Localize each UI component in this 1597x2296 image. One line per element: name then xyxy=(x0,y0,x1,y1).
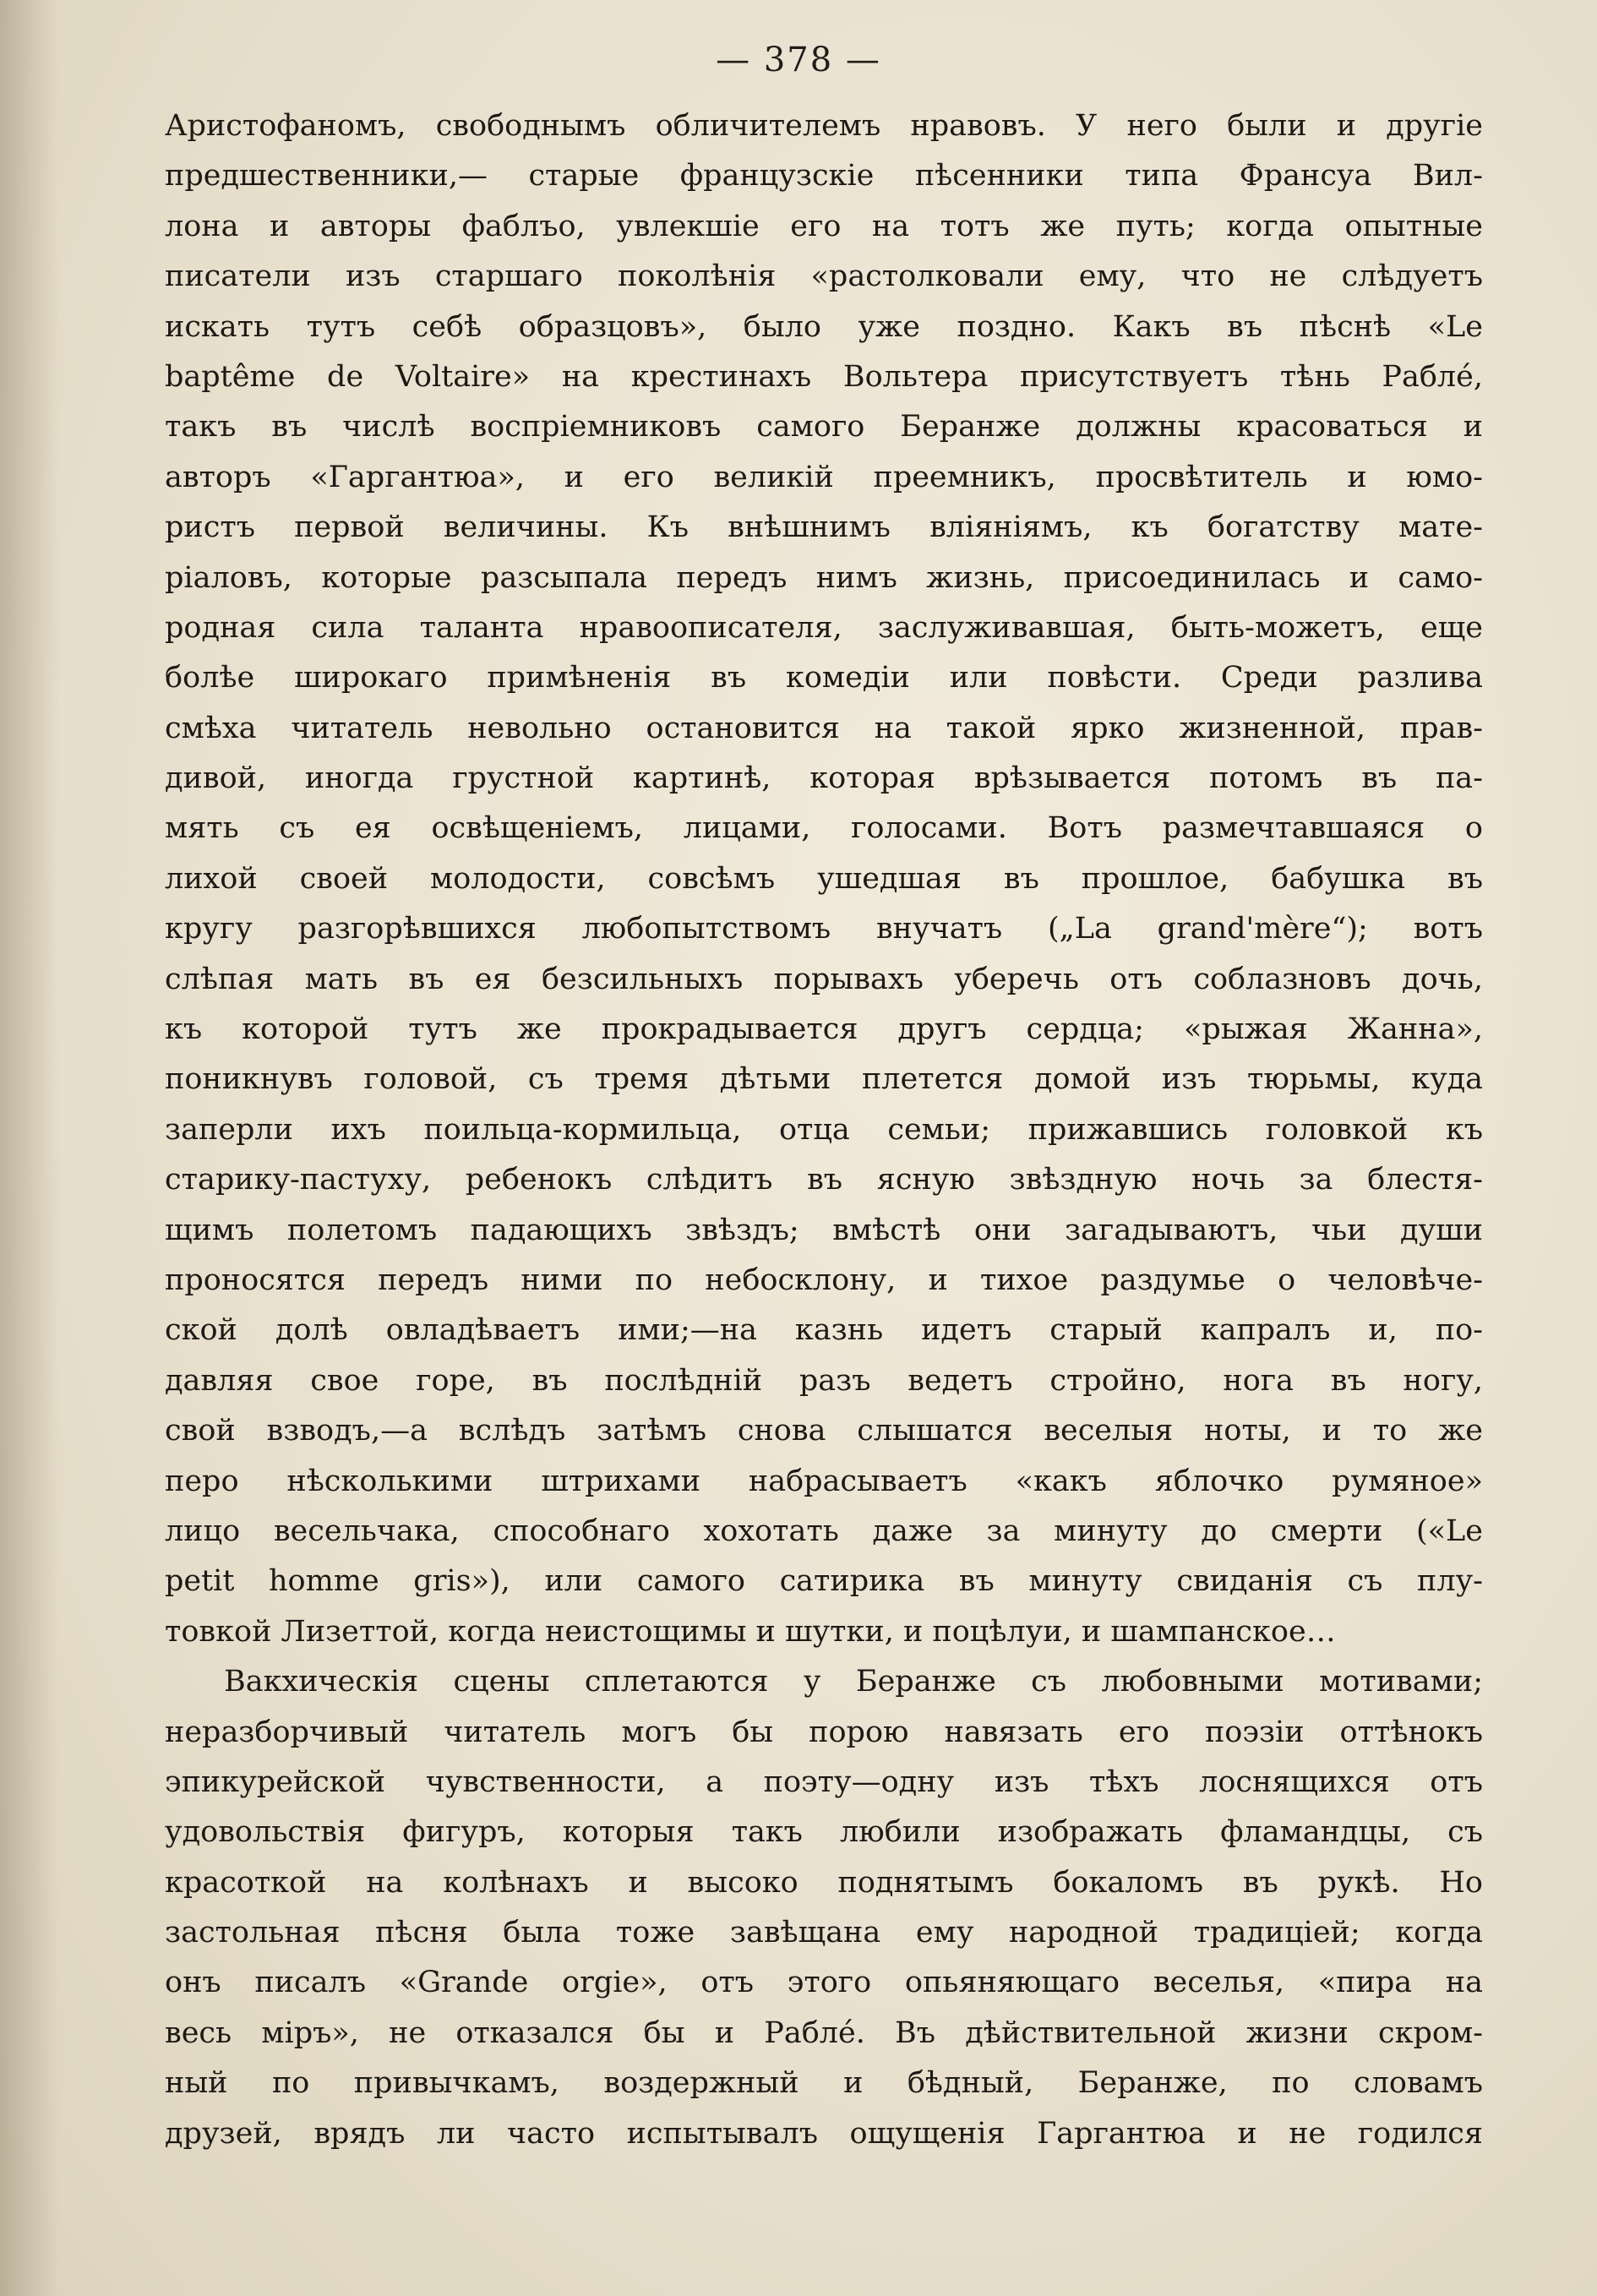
paragraph xyxy=(165,101,1483,1657)
text-line: слѣпая мать въ ея безсильныхъ порывахъ уберечь отъ соблазновъ дочь, xyxy=(165,962,1483,996)
text-line: удовольствія фигуръ, которыя такъ любили изображать фламандцы, съ xyxy=(165,1815,1483,1850)
text-line: весь міръ», не отказался бы и Раблé. Въ дѣйствительной жизни скром- xyxy=(165,2015,1483,2050)
text-line: мять съ ея освѣщеніемъ, лицами, голосами. Вотъ размечтавшаяся о xyxy=(165,811,1483,846)
text-line: щимъ полетомъ падающихъ звѣздъ; вмѣстѣ они загадываютъ, чьи души xyxy=(165,1213,1483,1247)
text-line: предшественники,— старые французскіе пѣсенники типа Франсуа Вил- xyxy=(165,159,1483,194)
text-line: неразборчивый читатель могъ бы порою навязать его поэзіи оттѣнокъ xyxy=(165,1715,1483,1749)
text-line: эпикурейской чувственности, а поэту—одну изъ тѣхъ лоснящихся отъ xyxy=(165,1764,1483,1799)
text-line: ристъ первой величины. Къ внѣшнимъ вліяніямъ, къ богатству мате- xyxy=(165,510,1483,545)
paragraph xyxy=(165,1657,1483,2159)
body-text xyxy=(165,101,1483,2159)
text-line: родная сила таланта нравоописателя, заслуживавшая, быть-можетъ, еще xyxy=(165,610,1483,645)
text-line: Аристофаномъ, свободнымъ обличителемъ нравовъ. У него были и другіе xyxy=(165,109,1483,143)
text-line: онъ писалъ «Grande orgie», отъ этого опьяняющаго веселья, «пира на xyxy=(165,1966,1483,2000)
text-line: такъ въ числѣ воспріемниковъ самого Беранже должны красоваться и xyxy=(165,410,1483,444)
text-line: лона и авторы фаблъо, увлекшіе его на тотъ же путь; когда опытные xyxy=(165,209,1483,243)
text-line: ріаловъ, которые разсыпала передъ нимъ жизнь, присоединилась и само- xyxy=(165,560,1483,595)
text-line: ской долѣ овладѣваетъ ими;—на казнь идетъ старый капралъ и, по- xyxy=(165,1313,1483,1348)
text-line: смѣха читатель невольно остановится на такой ярко жизненной, прав- xyxy=(165,711,1483,745)
text-line: свой взводъ,—а вслѣдъ затѣмъ снова слышатся веселыя ноты, и то же xyxy=(165,1414,1483,1448)
text-line: проносятся передъ ними по небосклону, и тихое раздумье о человѣче- xyxy=(165,1263,1483,1297)
text-line: красоткой на колѣнахъ и высоко поднятымъ бокаломъ въ рукѣ. Но xyxy=(165,1865,1483,1900)
text-line: къ которой тутъ же прокрадывается другъ сердца; «рыжая Жанна», xyxy=(165,1012,1483,1047)
text-line: поникнувъ головой, съ тремя дѣтьми плетется домой изъ тюрьмы, куда xyxy=(165,1062,1483,1097)
text-line: заперли ихъ поильца-кормильца, отца семьи; прижавшись головкой къ xyxy=(165,1112,1483,1147)
text-line: лихой своей молодости, совсѣмъ ушедшая въ прошлое, бабушка въ xyxy=(165,861,1483,896)
text-line: petit homme gris»), или самого сатирика въ минуту свиданія съ плу- xyxy=(165,1564,1483,1599)
text-line: товкой Лизеттой, когда неистощимы и шутки, и поцѣлуи, и шампанское… xyxy=(165,1614,1336,1649)
text-line: ный по привычкамъ, воздержный и бѣдный, Беранже, по словамъ xyxy=(165,2066,1483,2101)
text-line: искать тутъ себѣ образцовъ», было уже поздно. Какъ въ пѣснѣ «Le xyxy=(165,309,1483,344)
binding-shadow xyxy=(0,0,59,2296)
text-line: лицо весельчака, способнаго хохотать даже за минуту до смерти («Le xyxy=(165,1513,1483,1548)
text-line: старику-пастуху, ребенокъ слѣдитъ въ ясную звѣздную ночь за блестя- xyxy=(165,1163,1483,1197)
text-line: кругу разгорѣвшихся любопытствомъ внучатъ („La grand'mère“); вотъ xyxy=(165,912,1483,946)
text-line: застольная пѣсня была тоже завѣщана ему народной традиціей; когда xyxy=(165,1916,1483,1950)
text-line: авторъ «Гаргантюа», и его великій преемникъ, просвѣтитель и юмо- xyxy=(165,460,1483,494)
text-line: болѣе широкаго примѣненія въ комедіи или повѣсти. Среди разлива xyxy=(165,661,1483,695)
text-line: Вакхическія сцены сплетаются у Беранже съ любовными мотивами; xyxy=(224,1665,1483,1699)
text-line: baptême de Voltaire» на крестинахъ Вольтера присутствуетъ тѣнь Раблé, xyxy=(165,359,1483,394)
text-line: перо нѣсколькими штрихами набрасываетъ «какъ яблочко румяное» xyxy=(165,1464,1483,1498)
text-line: друзей, врядъ ли часто испытывалъ ощущенія Гаргантюа и не годился xyxy=(165,2116,1483,2151)
text-line: писатели изъ старшаго поколѣнія «растолковали ему, что не слѣдуетъ xyxy=(165,259,1483,294)
text-line: дивой, иногда грустной картинѣ, которая врѣзывается потомъ въ па- xyxy=(165,761,1483,796)
page-number: — 378 — xyxy=(716,41,881,79)
text-line: давляя свое горе, въ послѣдній разъ ведетъ стройно, нога въ ногу, xyxy=(165,1363,1483,1398)
